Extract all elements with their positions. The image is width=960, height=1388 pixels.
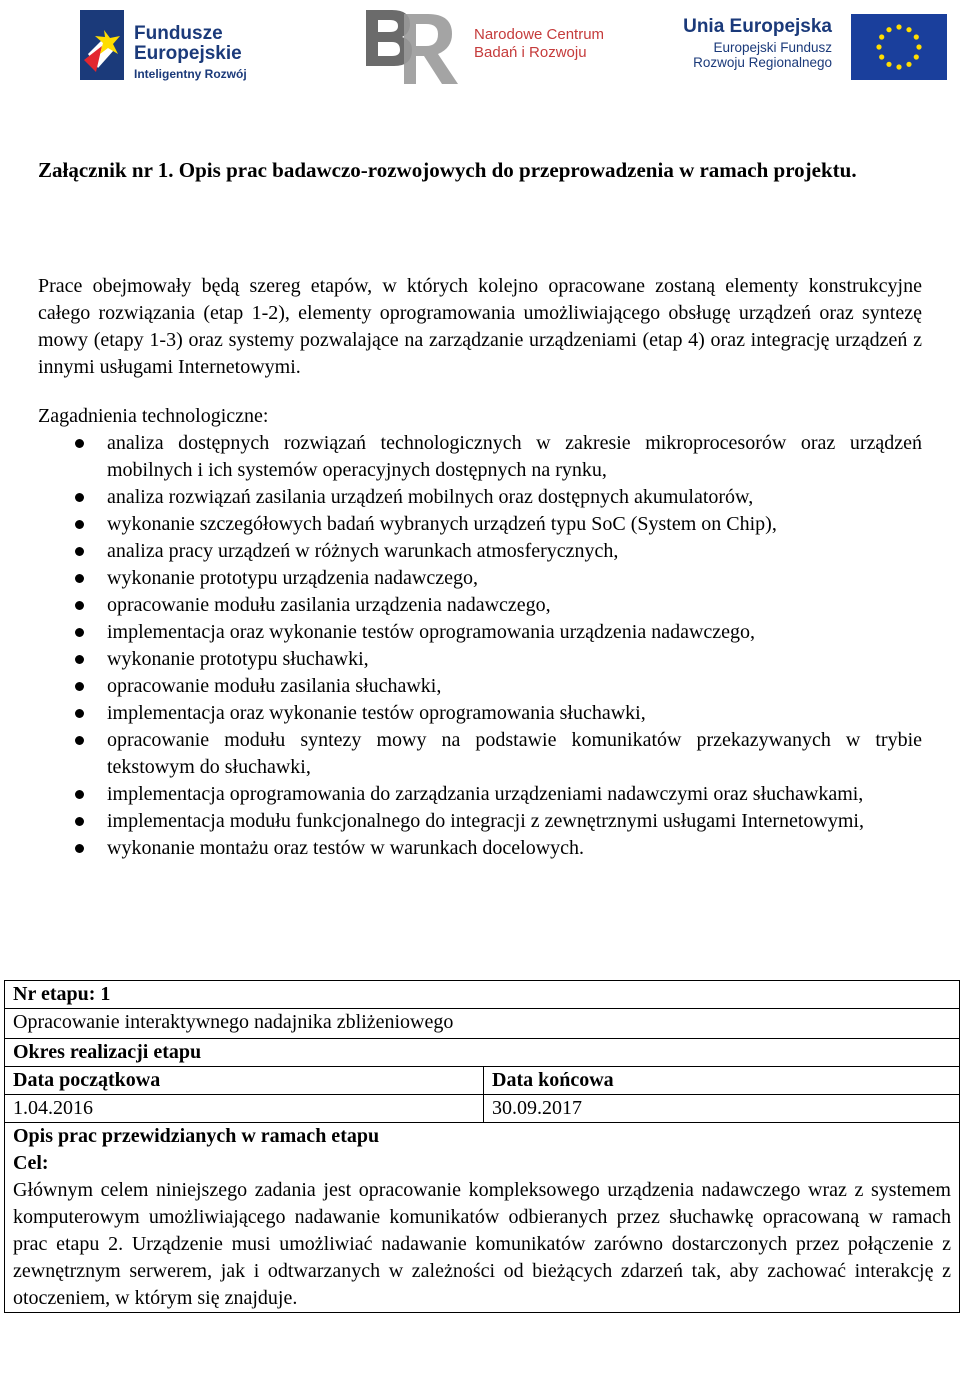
stage-goal-label: Cel: xyxy=(13,1152,49,1174)
start-date-label: Data początkowa xyxy=(5,1067,484,1094)
fe-star-flag-icon xyxy=(80,10,124,80)
list-item: implementacja modułu funkcjonalnego do integracji z zewnętrznymi usługami Internetowymi, xyxy=(38,808,922,835)
stage-dates-header-row xyxy=(5,1067,959,1095)
list-item: implementacja oraz wykonanie testów oprogramowania urządzenia nadawczego, xyxy=(38,619,922,646)
stage-work-row xyxy=(5,1123,959,1313)
list-item: wykonanie prototypu urządzenia nadawczego, xyxy=(38,565,922,592)
header-logos xyxy=(0,0,960,95)
list-item: opracowanie modułu syntezy mowy na podstawie komunikatów przekazywanych w trybie tekstowym do słuchawki, xyxy=(38,727,922,781)
document-title: Załącznik nr 1. Opis prac badawczo-rozwojowych do przeprowadzenia w ramach projektu. xyxy=(38,158,857,182)
stage-table xyxy=(4,980,960,1313)
list-item: analiza rozwiązań zasilania urządzeń mobilnych oraz dostępnych akumulatorów, xyxy=(38,484,922,511)
list-item: implementacja oprogramowania do zarządzania urządzeniami nadawczymi oraz słuchawkami, xyxy=(38,781,922,808)
stage-period-row xyxy=(5,1039,959,1067)
list-item: analiza pracy urządzeń w różnych warunkach atmosferycznych, xyxy=(38,538,922,565)
stage-work-label: Opis prac przewidzianych w ramach etapu xyxy=(13,1125,380,1147)
stage-name: Opracowanie interaktywnego nadajnika zbliżeniowego xyxy=(13,1011,454,1033)
fe-logo-line2: Europejskie xyxy=(134,42,242,64)
list-item: analiza dostępnych rozwiązań technologicznych w zakresie mikroprocesorów oraz urządzeń mobilnych i ich systemów operacyjnych dostępnych na rynku, xyxy=(38,430,922,484)
stage-goal-text: Głównym celem niniejszego zadania jest opracowanie kompleksowego urządzenia nadawczego wraz z systemem komputerowym umożliwiającego nadawanie komunikatów odbieranych przez słuchawkę opracowaną w ramach prac etapu 2. Urządzenie musi umożliwiać nadawanie komunikatów zarówno dostarczonych przez połączenie z zewnętrznym serwerem, jak i odtwarzanych w zależności od bieżących zdarzeń tak, aby zachować interakcję z otoczeniem, w którym się znajduje. xyxy=(13,1179,951,1309)
intro-paragraph: Prace obejmowały będą szereg etapów, w których kolejno opracowane zostaną elementy konstrukcyjne całego rozwiązania (etap 1-2), elementy oprogramowania umożliwiającego obsługę urządzeń oraz syntezę mowy (etapy 1-3) oraz systemy pozwalające na zarządzanie urządzeniami (etap 4) oraz integrację urządzeń z innymi usługami Internetowymi. xyxy=(38,275,922,378)
stage-number: Nr etapu: 1 xyxy=(13,983,111,1005)
topics-heading: Zagadnienia technologiczne: xyxy=(38,405,269,427)
document-body xyxy=(38,156,922,862)
ncbr-br-monogram xyxy=(360,4,470,88)
ncbr-logo-line2: Badań i Rozwoju xyxy=(474,44,587,61)
list-item: wykonanie montażu oraz testów w warunkach docelowych. xyxy=(38,835,922,862)
stage-period-label: Okres realizacji etapu xyxy=(13,1041,202,1063)
ue-logo-line1: Unia Europejska xyxy=(683,16,832,37)
fe-logo-line1: Fundusze xyxy=(134,23,223,44)
list-item: opracowanie modułu zasilania słuchawki, xyxy=(38,673,922,700)
stage-dates-row xyxy=(5,1095,959,1123)
stage-number-row xyxy=(5,981,959,1009)
list-item: implementacja oraz wykonanie testów oprogramowania słuchawki, xyxy=(38,700,922,727)
unia-europejska-logo xyxy=(662,12,948,82)
ue-logo-line3: Rozwoju Regionalnego xyxy=(693,55,832,71)
ncbr-logo xyxy=(360,4,610,88)
ue-logo-line2: Europejski Fundusz xyxy=(713,40,832,56)
fe-logo-line3: Inteligentny Rozwój xyxy=(134,66,247,81)
ncbr-logo-line1: Narodowe Centrum xyxy=(474,26,605,43)
list-item: wykonanie szczegółowych badań wybranych urządzeń typu SoC (System on Chip), xyxy=(38,511,922,538)
end-date-label: Data końcowa xyxy=(492,1069,614,1091)
topics-list xyxy=(38,430,922,862)
eu-flag-icon xyxy=(851,14,947,80)
stage-name-row xyxy=(5,1009,959,1039)
list-item: wykonanie prototypu słuchawki, xyxy=(38,646,922,673)
end-date-value: 30.09.2017 xyxy=(492,1097,582,1119)
fundusze-europejskie-logo xyxy=(80,10,280,82)
start-date-value: 1.04.2016 xyxy=(5,1095,484,1122)
list-item: opracowanie modułu zasilania urządzenia nadawczego, xyxy=(38,592,922,619)
